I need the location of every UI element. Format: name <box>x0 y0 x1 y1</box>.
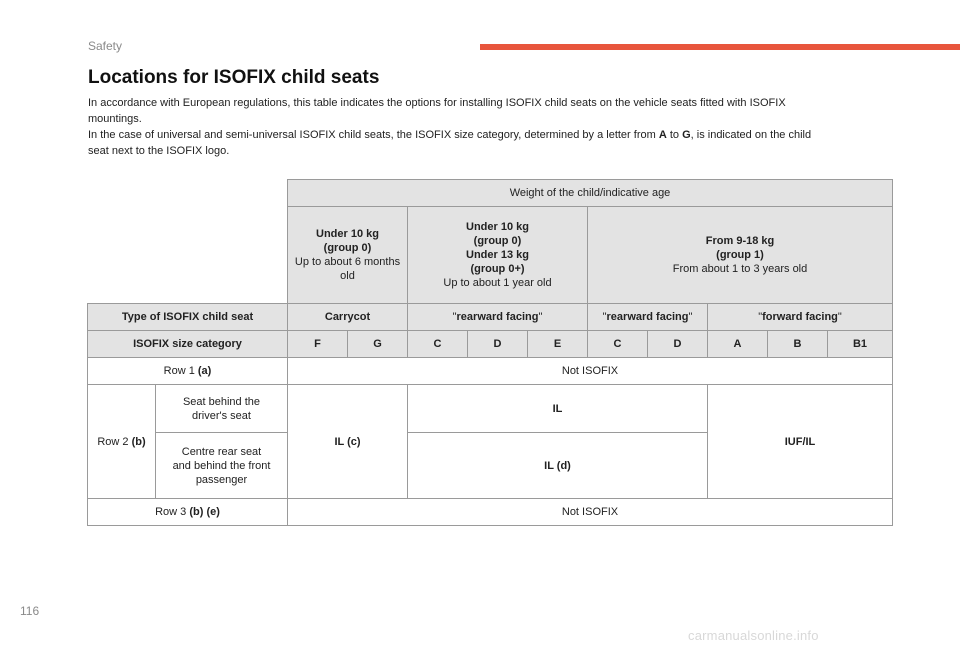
group-0plus-age: Up to about 1 year old <box>443 277 552 289</box>
size-label <box>88 331 288 358</box>
row2-seat2-value-text: IL (d) <box>544 459 571 472</box>
type-label <box>88 304 288 331</box>
quote-close: " <box>688 311 693 323</box>
size-cell <box>468 331 528 358</box>
row2-seat1-value-text: IL <box>552 402 563 415</box>
row3-label-text: Row 3 <box>155 506 190 518</box>
group-0plus-weight-1: Under 10 kg <box>466 221 529 233</box>
intro-p2-line2: seat next to the ISOFIX logo. <box>88 145 230 157</box>
quote-close: " <box>538 311 543 323</box>
intro-p1-line2: mountings. <box>88 113 142 125</box>
group-0plus-cell <box>408 207 588 304</box>
header-accent-bar <box>480 44 960 50</box>
size-b1: B1 <box>852 338 868 350</box>
page-title: Locations for ISOFIX child seats <box>88 67 380 88</box>
intro-p2-text-a: In the case of universal and semi-universal ISOFIX child seats, the ISOFIX size category, determined by a letter from <box>88 129 659 141</box>
quote-open: " <box>452 311 457 323</box>
type-carrycot <box>288 304 408 331</box>
row2-label <box>88 385 156 499</box>
size-cell <box>348 331 408 358</box>
group-1-cell <box>588 207 893 304</box>
blank-corner-2 <box>88 207 288 304</box>
group-0plus-weight-2: Under 13 kg <box>466 249 529 261</box>
intro-p2-line1 <box>88 127 888 143</box>
intro-text <box>88 95 888 159</box>
intro-p2-to: to <box>666 129 683 141</box>
row2-carrycot-value <box>288 385 408 499</box>
size-b: B <box>793 338 802 350</box>
type-rearward-2 <box>588 304 708 331</box>
size-cell <box>528 331 588 358</box>
size-a: A <box>733 338 742 350</box>
row2-seat1-value <box>408 385 708 433</box>
blank-corner <box>88 180 288 207</box>
size-c: C <box>433 338 442 350</box>
size-cell <box>288 331 348 358</box>
isofix-table <box>87 179 893 526</box>
intro-paragraph-2 <box>88 127 888 159</box>
row2-seat2 <box>156 433 288 499</box>
row1-note: (a) <box>197 365 212 377</box>
size-e: E <box>553 338 562 350</box>
row3-label <box>88 499 288 526</box>
weight-header: Weight of the child/indicative age <box>288 180 893 207</box>
intro-p2-text-b: , is indicated on the child <box>690 129 812 141</box>
group-1-age: From about 1 to 3 years old <box>672 263 808 275</box>
size-cell <box>588 331 648 358</box>
size-f: F <box>314 338 321 350</box>
group-1-weight: From 9-18 kg <box>705 235 775 247</box>
row1-label <box>88 358 288 385</box>
row2-note: (b) <box>131 435 146 448</box>
size-letter-g: G <box>682 129 691 141</box>
row1-label-text: Row 1 <box>163 365 198 377</box>
size-cell <box>648 331 708 358</box>
group-0-age-1: Up to about 6 months <box>294 256 401 268</box>
size-c-2: C <box>613 338 622 350</box>
group-0-weight: Under 10 kg <box>316 228 379 240</box>
group-0plus-label-2: (group 0+) <box>470 263 525 275</box>
size-cell <box>408 331 468 358</box>
page-number: 116 <box>20 604 40 618</box>
row2-seat2-value <box>408 433 708 499</box>
type-rearward-1-text: rearward facing <box>456 311 539 323</box>
row2-carrycot-text: IL (c) <box>334 435 361 448</box>
size-cell <box>768 331 828 358</box>
size-letter-a: A <box>658 129 667 141</box>
intro-paragraph-1 <box>88 95 888 127</box>
size-d-2: D <box>673 338 682 350</box>
row2-forward-value <box>708 385 893 499</box>
group-0plus-label-1: (group 0) <box>473 235 522 247</box>
row2-seat1 <box>156 385 288 433</box>
row2-seat1-line2: driver's seat <box>192 409 251 422</box>
group-0-label: (group 0) <box>323 242 372 254</box>
row3-value: Not ISOFIX <box>288 499 893 526</box>
group-1-label: (group 1) <box>716 249 764 261</box>
size-d: D <box>493 338 502 350</box>
row2-forward-value-text: IUF/IL <box>784 435 816 448</box>
type-rearward-2-text: rearward facing <box>606 311 689 323</box>
row3-note: (b) (e) <box>189 506 220 518</box>
quote-open: " <box>758 311 763 323</box>
row2-seat1-line1: Seat behind the <box>182 395 261 408</box>
type-label-text: Type of ISOFIX child seat <box>121 311 254 323</box>
size-cell <box>828 331 893 358</box>
quote-open: " <box>602 311 607 323</box>
row2-seat2-line1: Centre rear seat <box>181 445 262 458</box>
row2-seat2-line2: and behind the front <box>172 459 271 472</box>
group-0-age-2: old <box>340 270 355 282</box>
row2-label-text: Row 2 <box>97 435 132 448</box>
size-label-text: ISOFIX size category <box>133 338 242 350</box>
size-cell <box>708 331 768 358</box>
section-label: Safety <box>88 39 123 53</box>
type-rearward-1 <box>408 304 588 331</box>
row2-seat2-line3: passenger <box>195 473 248 486</box>
type-forward-text: forward facing <box>762 311 838 323</box>
quote-close: " <box>837 311 842 323</box>
watermark: carmanualsonline.info <box>688 628 819 643</box>
row1-value: Not ISOFIX <box>288 358 893 385</box>
type-forward <box>708 304 893 331</box>
type-carrycot-text: Carrycot <box>324 311 371 323</box>
size-g: G <box>373 338 382 350</box>
intro-p1-line1: In accordance with European regulations, this table indicates the options for installing ISOFIX child seats on the vehicle seats fitted with ISOFIX <box>88 97 786 109</box>
group-0-cell <box>288 207 408 304</box>
